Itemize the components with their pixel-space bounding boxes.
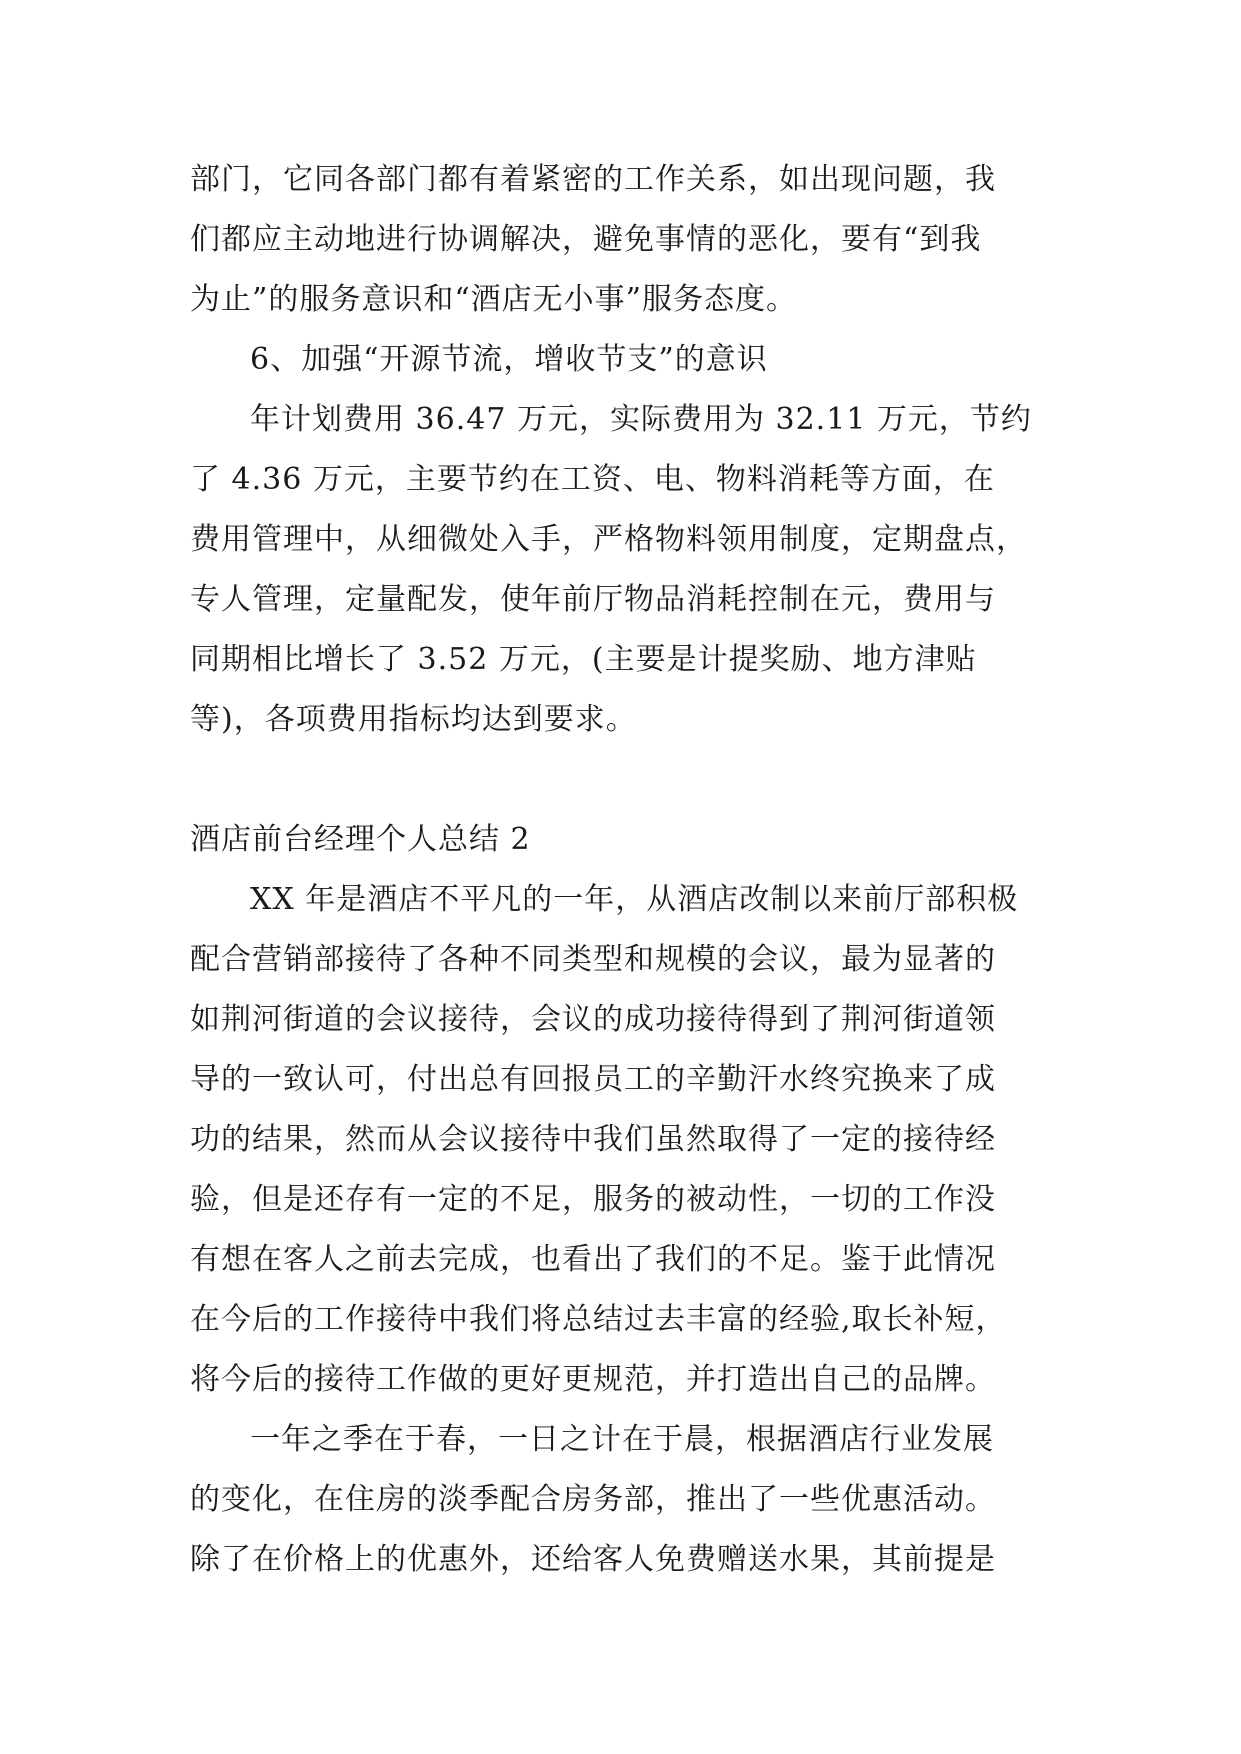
text-line: 等)，各项费用指标均达到要求。 <box>190 702 637 737</box>
paragraph-promotions <box>190 1410 1050 1590</box>
text-line: 为止”的服务意识和“酒店无小事”服务态度。 <box>190 282 798 317</box>
section-spacer <box>190 750 1050 810</box>
text-line: 验，但是还存有一定的不足，服务的被动性，一切的工作没 <box>190 1182 996 1217</box>
text-line: XX 年是酒店不平凡的一年，从酒店改制以来前厅部积极 <box>250 882 1019 917</box>
text-line: 一年之季在于春，一日之计在于晨，根据酒店行业发展 <box>250 1422 994 1457</box>
text-line: 专人管理，定量配发，使年前厅物品消耗控制在元，费用与 <box>190 582 996 617</box>
text-line: 有想在客人之前去完成，也看出了我们的不足。鉴于此情况 <box>190 1242 996 1277</box>
text-line: 配合营销部接待了各种不同类型和规模的会议，最为显著的 <box>190 942 996 977</box>
text-line: 了 4.36 万元，主要节约在工资、电、物料消耗等方面，在 <box>190 462 995 497</box>
section-heading: 酒店前台经理个人总结 2 <box>190 822 531 857</box>
text-line: 年计划费用 36.47 万元，实际费用为 32.11 万元，节约 <box>250 402 1032 437</box>
text-line: 如荆河街道的会议接待，会议的成功接待得到了荆河街道领 <box>190 1002 996 1037</box>
text-line: 导的一致认可，付出总有回报员工的辛勤汗水终究换来了成 <box>190 1062 996 1097</box>
paragraph-service-awareness <box>190 150 1050 330</box>
text-line: 部门，它同各部门都有着紧密的工作关系，如出现问题，我 <box>190 162 996 197</box>
document-page <box>190 150 1050 1590</box>
text-line: 们都应主动地进行协调解决，避免事情的恶化，要有“到我 <box>190 222 982 257</box>
text-line: 同期相比增长了 3.52 万元，(主要是计提奖励、地方津贴 <box>190 642 977 677</box>
text-line: 在今后的工作接待中我们将总结过去丰富的经验,取长补短， <box>190 1302 1007 1337</box>
text-line: 除了在价格上的优惠外，还给客人免费赠送水果，其前提是 <box>190 1542 996 1577</box>
paragraph-cost-control <box>190 390 1050 750</box>
item-6-title: 6、加强“开源节流，增收节支”的意识 <box>250 342 768 377</box>
text-line: 将今后的接待工作做的更好更规范，并打造出自己的品牌。 <box>190 1362 996 1397</box>
paragraph-conference-reception <box>190 870 1050 1410</box>
text-line: 的变化，在住房的淡季配合房务部，推出了一些优惠活动。 <box>190 1482 996 1517</box>
text-line: 费用管理中，从细微处入手，严格物料领用制度，定期盘点， <box>190 522 1027 557</box>
text-line: 功的结果，然而从会议接待中我们虽然取得了一定的接待经 <box>190 1122 996 1157</box>
